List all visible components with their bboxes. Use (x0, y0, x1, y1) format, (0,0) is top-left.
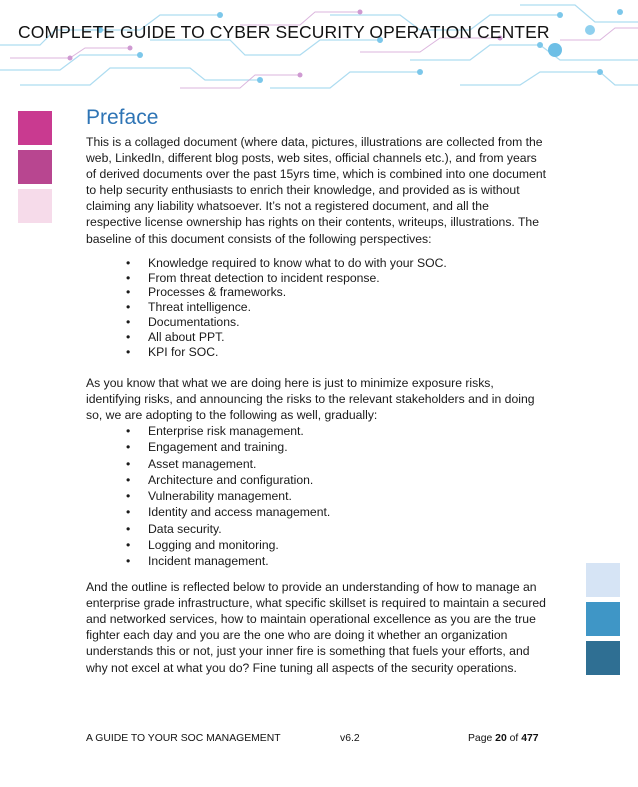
list-item: • Identity and access management. (126, 504, 546, 520)
perspectives-list (86, 256, 546, 360)
decor-square-blue-3 (586, 641, 620, 675)
list-item: • Architecture and configuration. (126, 472, 546, 488)
list-item: • Engagement and training. (126, 439, 546, 455)
list-item: • All about PPT. (126, 330, 546, 345)
decor-square-blue-2 (586, 602, 620, 636)
list-item: • From threat detection to incident response. (126, 271, 546, 286)
decor-square-magenta-2 (18, 150, 52, 184)
adoption-list (86, 423, 546, 569)
of-label: of (509, 733, 519, 744)
outline-paragraph: And the outline is reflected below to provide an understanding of how to manage an enterprise grade infrastructure, what specific skillset is required to maintain a secured and networked services, how to maintain operational excellence as you are the true fighter each day and you are the one who are doing it whether an organization understands this or not, just your inner fire is something that fuels your efforts, and why not excel at what you do? Fine tuning all aspects of the security operations. (86, 580, 546, 675)
footer-page-info (468, 733, 539, 744)
list-item: • Documentations. (126, 315, 546, 330)
circuit-background (0, 0, 638, 92)
decor-square-blue-1 (586, 563, 620, 597)
list-item: • Vulnerability management. (126, 488, 546, 504)
adoption-paragraph: As you know that what we are doing here is just to minimize exposure risks, identifying risks, and announcing the risks to the relevant stakeholders and in doing so, we are adopting to the following as well, gradually: (86, 376, 535, 423)
list-item: • Data security. (126, 521, 546, 537)
list-item: • Logging and monitoring. (126, 537, 546, 553)
list-item: • KPI for SOC. (126, 345, 546, 360)
decor-square-magenta-1 (18, 111, 52, 145)
list-item: • Incident management. (126, 553, 546, 569)
page-header (0, 0, 638, 92)
footer-doc-name: A GUIDE TO YOUR SOC MANAGEMENT (86, 733, 281, 744)
list-item: • Enterprise risk management. (126, 423, 546, 439)
page-number: 20 (495, 733, 507, 744)
preface-section (86, 106, 546, 676)
section-heading: Preface (86, 106, 159, 129)
list-item: • Processes & frameworks. (126, 285, 546, 300)
decor-square-magenta-3 (18, 189, 52, 223)
list-item: • Knowledge required to know what to do with your SOC. (126, 256, 546, 271)
document-title: COMPLETE GUIDE TO CYBER SECURITY OPERATION CENTER (18, 22, 550, 42)
footer-version: v6.2 (340, 733, 360, 744)
page-label: Page (468, 733, 493, 744)
list-item: • Asset management. (126, 456, 546, 472)
page-total: 477 (521, 733, 539, 744)
list-item: • Threat intelligence. (126, 300, 546, 315)
intro-paragraph: This is a collaged document (where data, pictures, illustrations are collected from the web, LinkedIn, different blog posts, web sites, official channels etc.), and from years of derived documents over the past 15yrs time, which is combined into one document to help security enthusiasts to enrich their knowledge, and provided as is without claiming any liability whatsoever. It’s not a registered document, and all the respective license ownership has rights on their contents, writeups, illustrations. The baseline of this document consists of the following perspectives: (86, 135, 546, 246)
